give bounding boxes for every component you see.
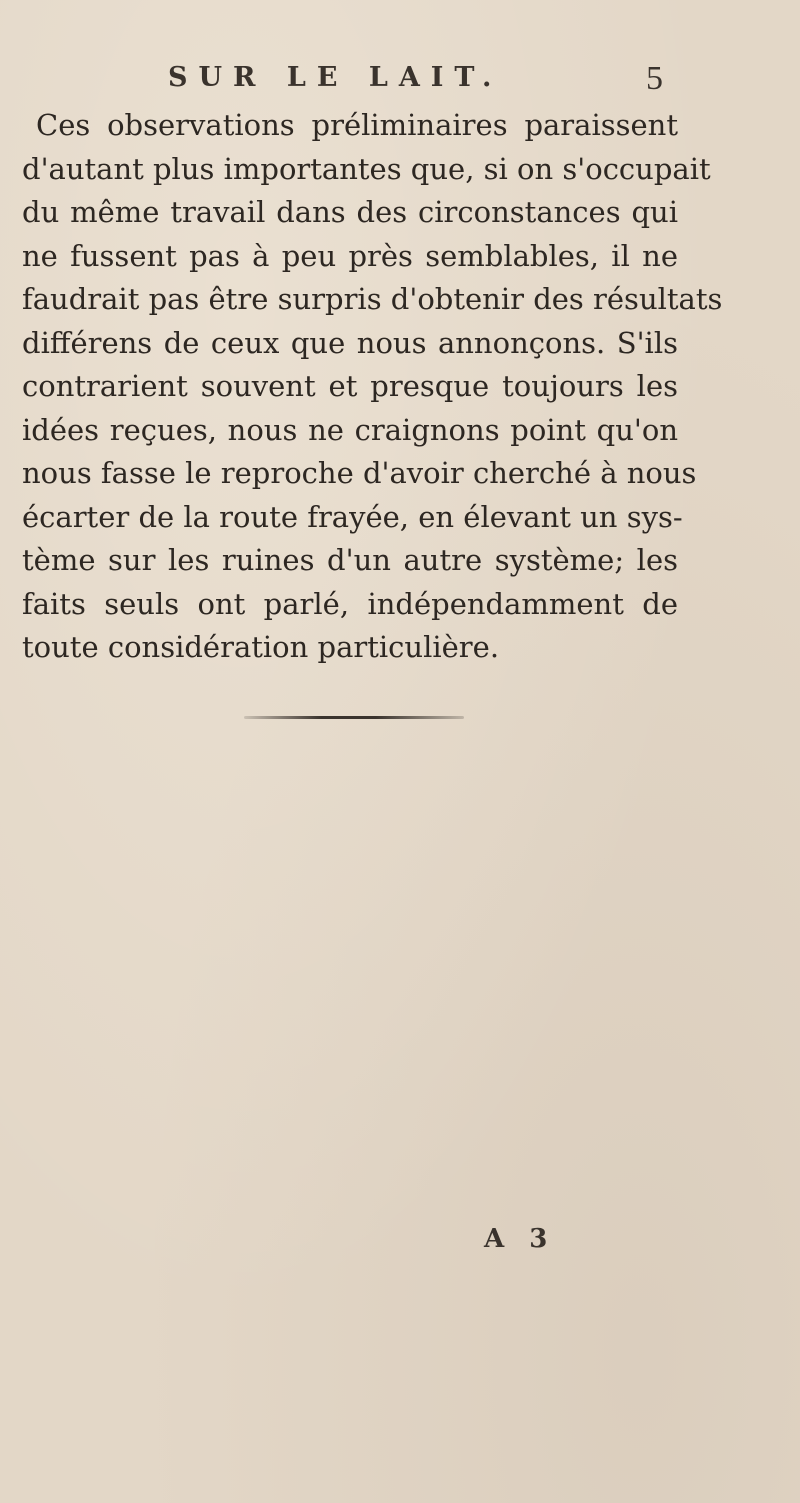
text-line: différens de ceux que nous annonçons. S'ils xyxy=(22,325,678,360)
section-divider-rule xyxy=(244,716,464,719)
signature-mark: A 3 xyxy=(484,1224,556,1254)
text-line: Ces observations préliminaires paraissent xyxy=(36,108,678,142)
text-line: tème sur les ruines d'un autre système; les xyxy=(22,543,678,577)
text-line: idées reçues, nous ne craignons point qu'on xyxy=(22,412,678,447)
text-line: faudrait pas être surpris d'obtenir des résultats xyxy=(22,282,723,316)
text-line: faits seuls ont parlé, indépendamment de xyxy=(22,586,678,621)
text-line: du même travail dans des circonstances qui xyxy=(22,195,678,229)
text-line: ne fussent pas à peu près semblables, il ne xyxy=(22,238,678,273)
text-line: d'autant plus importantes que, si on s'occupait xyxy=(22,151,711,186)
page-number: 5 xyxy=(646,60,663,97)
running-title: SUR LE LAIT. xyxy=(168,62,503,93)
text-line: contrarient souvent et presque toujours les xyxy=(22,369,678,403)
text-line: écarter de la route frayée, en élevant un sys- xyxy=(22,499,683,534)
text-line: nous fasse le reproche d'avoir cherché à nous xyxy=(22,456,697,490)
body-paragraph xyxy=(22,104,723,670)
text-line-last: toute considération particulière. xyxy=(22,630,500,664)
